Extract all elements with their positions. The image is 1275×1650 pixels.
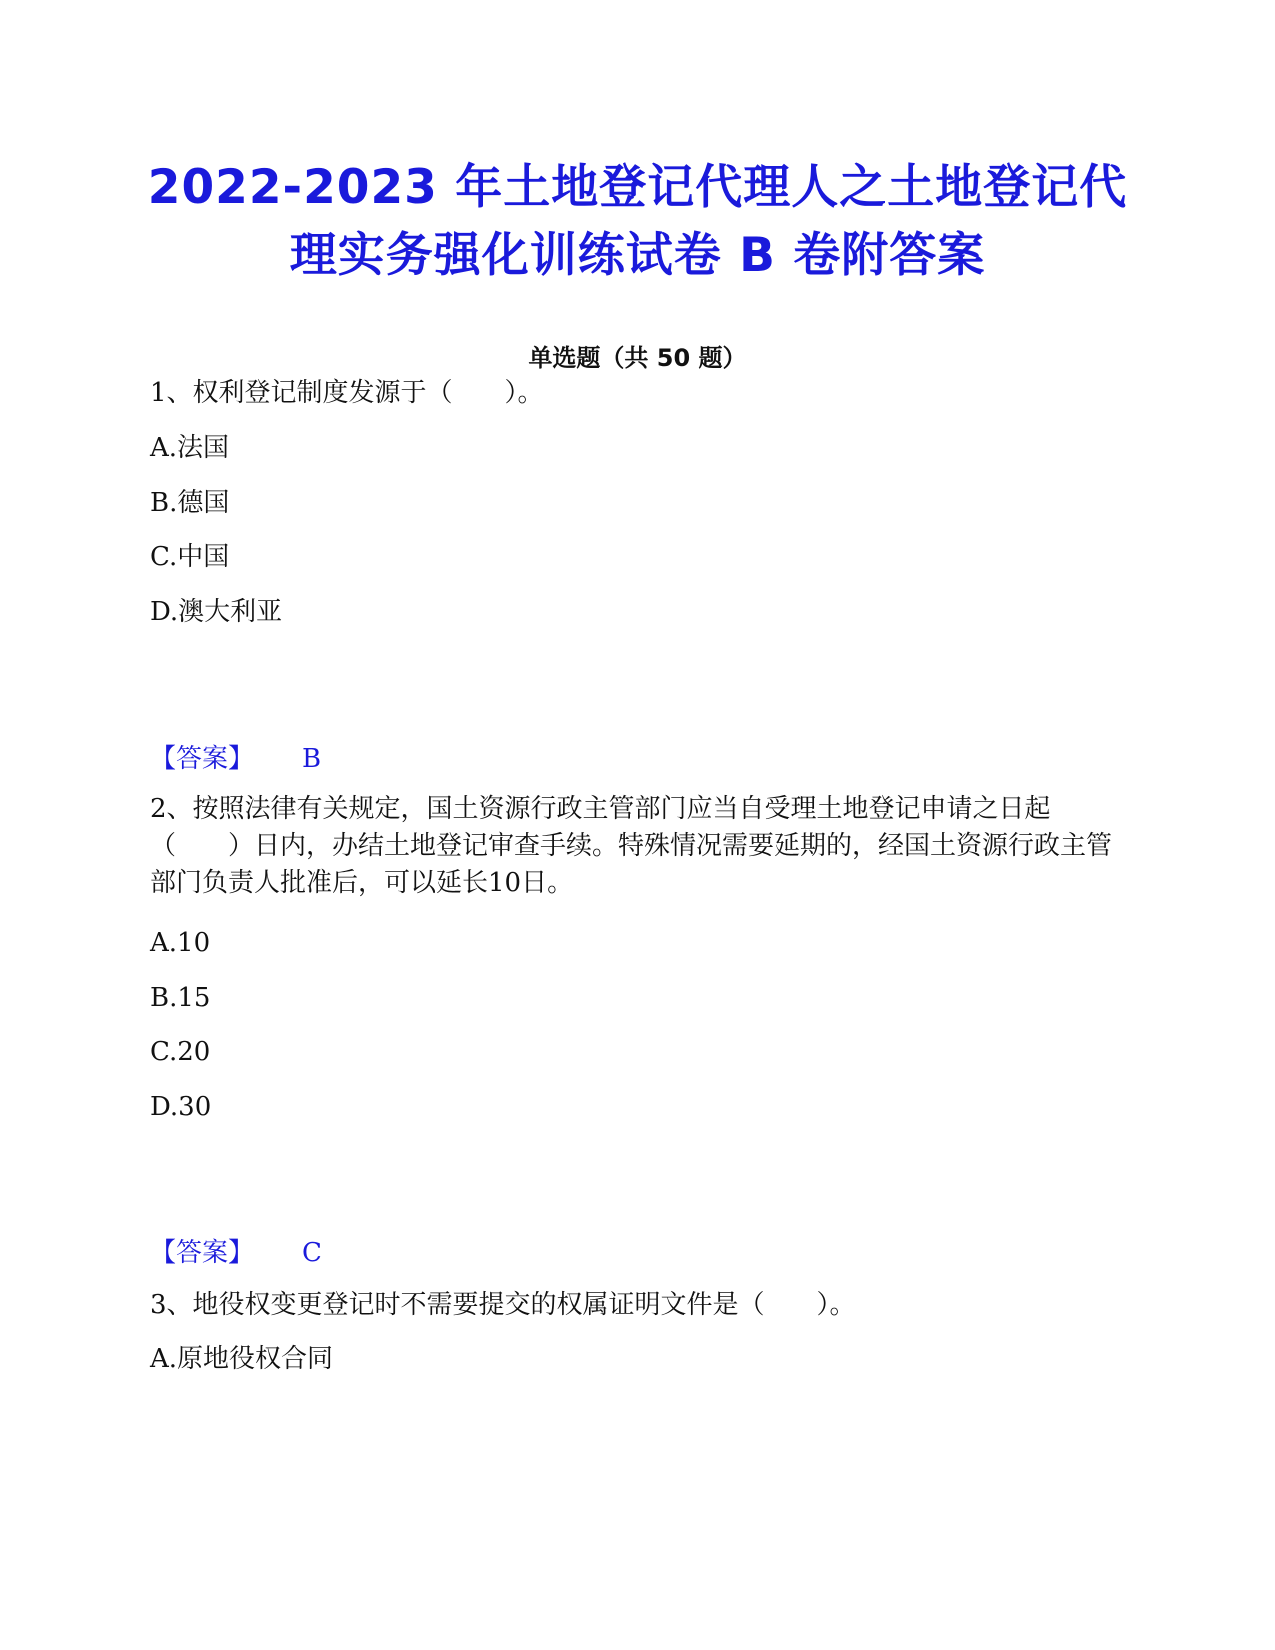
answer-value: C xyxy=(302,1238,322,1268)
question-2-stem: 2、按照法律有关规定，国土资源行政主管部门应当自受理土地登记申请之日起（ ）日内，办结土地登记审查手续。特殊情况需要延期的，经国土资源行政主管部门负责人批准后，可以延长10日。 xyxy=(150,794,1113,898)
question-2-option-a: A.10 xyxy=(150,928,211,958)
answer-label: 【答案】 xyxy=(150,1238,255,1268)
section-heading: 单选题（共 50 题） xyxy=(528,344,747,372)
question-1-option-d: D.澳大利亚 xyxy=(150,597,283,627)
question-2-option-d: D.30 xyxy=(150,1092,212,1122)
question-1-option-c: C.中国 xyxy=(150,542,230,572)
question-3-stem: 3、地役权变更登记时不需要提交的权属证明文件是（ ）。 xyxy=(150,1290,856,1320)
document-title-line-2: 理实务强化训练试卷 B 卷附答案 xyxy=(289,228,986,283)
question-1-option-a: A.法国 xyxy=(150,433,230,463)
question-1-option-b: B.德国 xyxy=(150,488,230,518)
question-3-option-a: A.原地役权合同 xyxy=(150,1344,334,1374)
document-title-line-1: 2022-2023 年土地登记代理人之土地登记代 xyxy=(147,160,1128,215)
question-2-option-c: C.20 xyxy=(150,1037,211,1067)
answer-label: 【答案】 xyxy=(150,744,255,774)
question-1-stem: 1、权利登记制度发源于（ ）。 xyxy=(150,378,544,408)
answer-value: B xyxy=(302,744,322,774)
question-1-answer xyxy=(150,738,321,775)
question-2-answer xyxy=(150,1232,322,1269)
question-2-option-b: B.15 xyxy=(150,983,211,1013)
